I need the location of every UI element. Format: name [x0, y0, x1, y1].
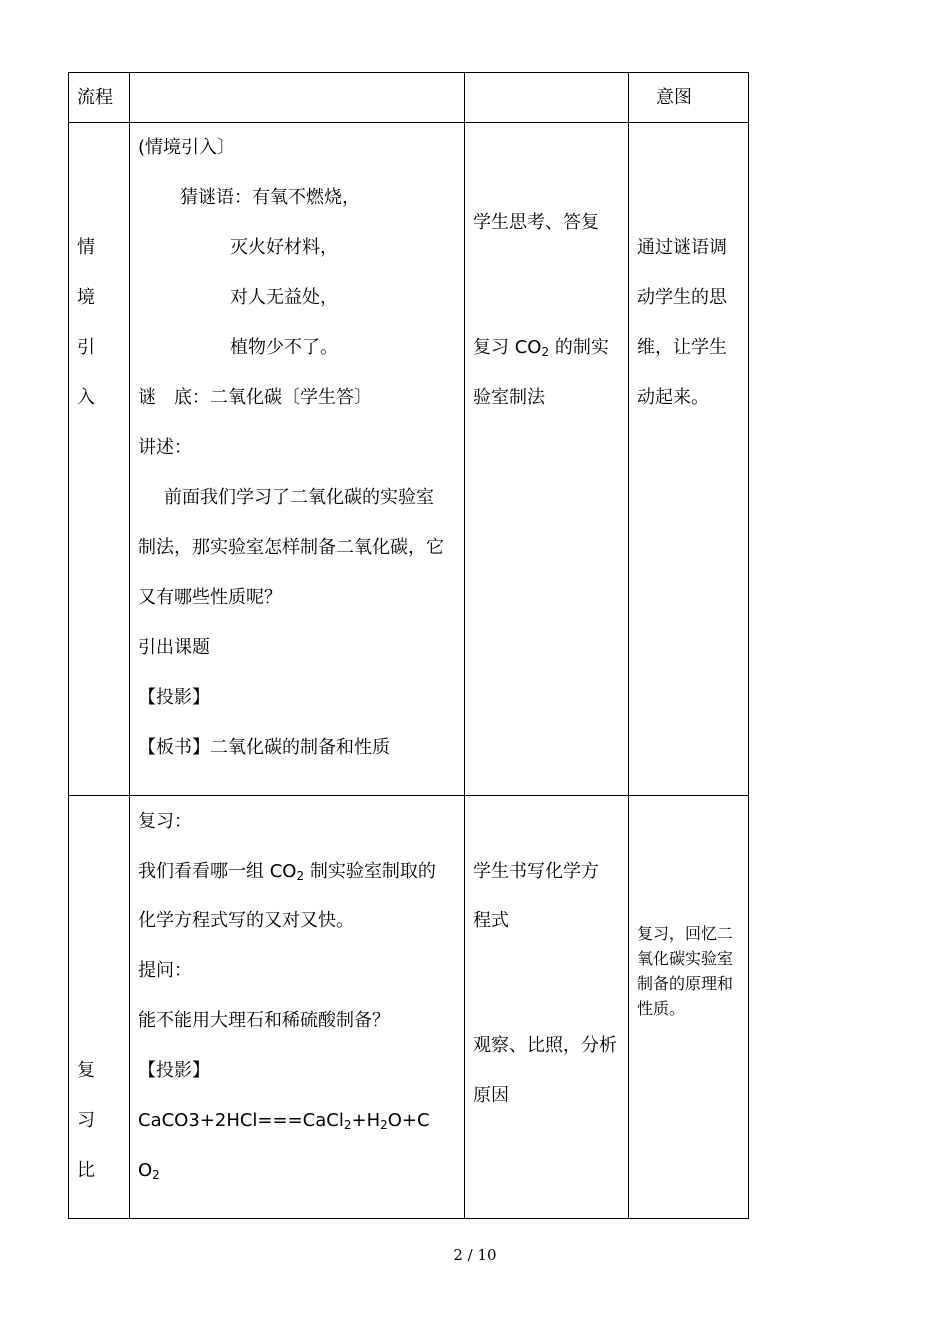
stage-char: 复 [77, 1060, 95, 1081]
intent-line: 性质。 [637, 999, 686, 1018]
student-activity: 观察、比照，分析 [473, 1035, 617, 1056]
teacher-line: 复习： [138, 811, 192, 832]
student-activity: 学生书写化学方 [473, 861, 599, 882]
teacher-line: 讲述： [138, 437, 192, 458]
riddle-line: 植物少不了。 [230, 337, 338, 358]
riddle-answer: 谜 底：二氧化碳〔学生答〕 [138, 387, 372, 408]
student-activity: 原因 [473, 1085, 509, 1106]
intent-line: 动学生的思 [637, 287, 727, 308]
table-border-top [68, 72, 749, 73]
header-process: 流程 [77, 87, 113, 108]
intent-line: 复习，回忆二 [637, 924, 734, 943]
student-activity: 复习 $CO_2$ 的制实 [473, 337, 609, 359]
student-activity: 验室制法 [473, 387, 545, 408]
intent-line: 制备的原理和 [637, 974, 734, 993]
chemical-equation: $CaCO3+2HCl===CaCl_2+H_2O+C$ [138, 1110, 430, 1132]
column-divider-1 [129, 72, 130, 1219]
table-border-bottom [68, 1218, 749, 1219]
stage-char: 习 [77, 1110, 95, 1131]
teacher-line: 制法，那实验室怎样制备二氧化碳，它 [138, 537, 444, 558]
stage-char: 情 [77, 237, 95, 258]
stage-char: 引 [77, 337, 95, 358]
stage-char: 入 [77, 387, 95, 408]
column-divider-2 [464, 72, 465, 1219]
riddle-line: 灭火好材料， [230, 237, 338, 258]
teacher-line: 前面我们学习了二氧化碳的实验室 [164, 487, 434, 508]
chemical-equation-cont: $O_2$ [138, 1160, 160, 1182]
stage-char: 比 [77, 1160, 95, 1181]
riddle-line: 猜谜语：有氧不燃烧， [180, 187, 360, 208]
intent-line: 维，让学生 [637, 337, 727, 358]
table-border-right [748, 72, 749, 1219]
teacher-line: 【板书】二氧化碳的制备和性质 [138, 737, 390, 758]
teacher-line: 提问： [138, 960, 192, 981]
table-border-left [68, 72, 69, 1219]
student-activity: 学生思考、答复 [473, 212, 599, 233]
stage-char: 境 [77, 287, 95, 308]
section-divider [68, 795, 749, 796]
teacher-line: 能不能用大理石和稀硫酸制备？ [138, 1010, 390, 1031]
student-activity: 程式 [473, 910, 509, 931]
teacher-line: 化学方程式写的又对又快。 [138, 910, 354, 931]
intent-line: 动起来。 [637, 387, 709, 408]
header-intent: 意图 [656, 87, 692, 108]
teacher-line: 【投影】 [138, 687, 210, 708]
page-number: 2 / 10 [453, 1246, 497, 1264]
riddle-line: 对人无益处， [230, 287, 338, 308]
teacher-line: 引出课题 [138, 637, 210, 658]
teacher-line: 【投影】 [138, 1060, 210, 1081]
column-divider-3 [628, 72, 629, 1219]
teacher-line: 我们看看哪一组 $CO_2$ 制实验室制取的 [138, 861, 436, 883]
intent-line: 氧化碳实验室 [637, 949, 734, 968]
teacher-line: (情境引入〕 [138, 137, 236, 158]
intent-line: 通过谜语调 [637, 237, 727, 258]
teacher-line: 又有哪些性质呢？ [138, 587, 282, 608]
